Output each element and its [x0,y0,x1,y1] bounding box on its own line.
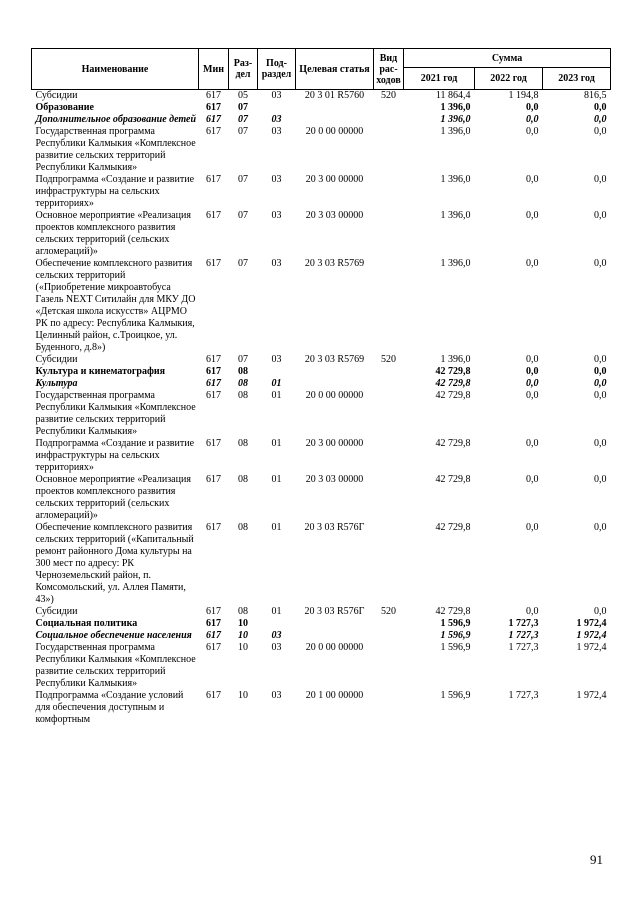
cell-cs [296,366,374,378]
header-sum: Сумма [404,49,611,68]
cell-rz: 07 [238,174,248,185]
cell-rz: 07 [238,114,248,125]
cell-s3: 0,0 [594,390,607,401]
table-row [32,126,611,174]
cell-s2: 0,0 [526,210,539,221]
cell-vr [374,390,404,438]
cell-vr [374,618,404,630]
cell-pr: 01 [271,474,282,485]
cell-name: Субсидии [35,90,78,101]
cell-name: Дополнительное образование детей [35,114,197,125]
header-vid: Вид рас-ходов [374,49,404,90]
cell-vr [374,210,404,258]
cell-vr [374,438,404,474]
cell-cs: 20 3 03 00000 [305,474,364,485]
cell-s2: 0,0 [526,438,539,449]
table-header [32,49,611,90]
cell-s2: 0,0 [526,258,539,269]
cell-name: Государственная программа Республики Калмыкия «Комплексное развитие сельских территорий Республики Калмыкия» [35,390,196,437]
cell-vr [374,378,404,390]
cell-rz: 07 [238,102,248,113]
cell-vr [374,522,404,606]
cell-min: 617 [206,174,221,185]
cell-cs: 20 3 00 00000 [305,438,364,449]
cell-vr: 520 [381,606,396,617]
budget-table [31,48,611,726]
cell-min: 617 [206,642,221,653]
cell-pr: 01 [271,378,282,389]
cell-s1: 1 596,9 [440,690,471,701]
cell-s2: 0,0 [526,390,539,401]
cell-min: 617 [206,354,221,365]
page-number: 91 [590,852,603,867]
table-row [32,174,611,210]
cell-pr: 03 [271,690,282,701]
cell-name: Государственная программа Республики Калмыкия «Комплексное развитие сельских территорий Республики Калмыкия» [35,126,196,173]
table-row [32,354,611,366]
cell-min: 617 [206,378,221,389]
cell-pr: 03 [271,90,282,101]
cell-rz: 10 [238,690,248,701]
cell-s3: 0,0 [594,126,607,137]
cell-cs: 20 0 00 00000 [305,390,364,401]
table-row [32,390,611,438]
cell-vr [374,126,404,174]
cell-s3: 816,5 [584,90,607,101]
header-razdel: Раз-дел [229,49,258,90]
cell-s1: 42 729,8 [435,474,471,485]
cell-cs [296,114,374,126]
cell-name: Подпрограмма «Создание и развитие инфраструктуры на сельских территориях» [35,174,195,209]
cell-s1: 1 396,0 [440,354,471,365]
cell-cs: 20 3 03 R576Г [304,606,365,617]
cell-name: Подпрограмма «Создание условий для обеспечения доступным и комфортным [35,690,184,725]
cell-s3: 0,0 [594,606,607,617]
cell-vr: 520 [381,354,396,365]
cell-cs [296,378,374,390]
cell-cs: 20 3 00 00000 [305,174,364,185]
cell-s3: 0,0 [594,438,607,449]
cell-s1: 1 596,9 [440,642,471,653]
cell-s3: 0,0 [594,102,607,113]
cell-min: 617 [206,210,221,221]
cell-rz: 08 [238,438,248,449]
cell-min: 617 [206,474,221,485]
cell-pr [258,618,296,630]
cell-pr: 01 [271,438,282,449]
cell-name: Субсидии [35,354,78,365]
cell-pr: 03 [271,642,282,653]
cell-name: Социальное обеспечение населения [35,630,192,641]
cell-rz: 10 [238,642,248,653]
cell-min: 617 [206,258,221,269]
cell-pr: 03 [271,174,282,185]
cell-min: 617 [206,102,221,113]
cell-s1: 1 596,9 [440,618,471,629]
cell-min: 617 [206,114,221,125]
table-body [32,90,611,727]
cell-s1: 1 396,0 [440,210,471,221]
cell-s3: 1 972,4 [576,618,607,629]
cell-pr: 03 [271,126,282,137]
cell-vr: 520 [381,90,396,101]
cell-name: Культура [35,378,78,389]
cell-s2: 0,0 [526,378,539,389]
cell-vr [374,258,404,354]
header-2021: 2021 год [404,68,475,90]
cell-cs: 20 3 03 00000 [305,210,364,221]
table-row [32,522,611,606]
cell-pr: 01 [271,390,282,401]
cell-min: 617 [206,522,221,533]
cell-name: Обеспечение комплексного развития сельских территорий («Приобретение микроавтобуса Газель NEXT Ситилайн для МКУ ДО «Детская школа искусств» АЦРМО РК по адресу: Республика Калмыкия, Целинный район, с.Троицкое, ул. Буденного, д.8») [35,258,196,353]
cell-name: Социальная политика [35,618,138,629]
cell-s2: 0,0 [526,126,539,137]
cell-pr [258,366,296,378]
table-row [32,378,611,390]
cell-pr: 03 [271,258,282,269]
cell-s3: 0,0 [594,366,607,377]
cell-cs: 20 1 00 00000 [305,690,364,701]
cell-s1: 42 729,8 [435,522,471,533]
cell-s3: 0,0 [594,354,607,365]
cell-vr [374,366,404,378]
table-row [32,630,611,642]
cell-name: Субсидии [35,606,78,617]
cell-rz: 08 [238,606,248,617]
cell-min: 617 [206,690,221,701]
cell-vr [374,630,404,642]
cell-s1: 42 729,8 [435,366,471,377]
cell-name: Подпрограмма «Создание и развитие инфраструктуры на сельских территориях» [35,438,195,473]
cell-min: 617 [206,90,221,101]
cell-s2: 1 194,8 [508,90,539,101]
cell-cs [296,630,374,642]
header-2023: 2023 год [543,68,611,90]
table-row [32,90,611,103]
cell-name: Обеспечение комплексного развития сельских территорий («Капитальный ремонт районного Дома культуры на 300 мест по адресу: РК Черноземельский район, п. Комсомольский, ул. Аллея Памяти, 43») [35,522,194,605]
cell-s2: 1 727,3 [508,642,539,653]
cell-pr: 01 [271,606,282,617]
cell-pr [258,102,296,114]
header-min: Мин [199,49,229,90]
cell-rz: 10 [238,618,248,629]
cell-s2: 0,0 [526,522,539,533]
cell-pr: 03 [271,114,282,125]
cell-pr: 03 [271,630,282,641]
cell-s2: 0,0 [526,102,539,113]
header-podrazdel: Под-раздел [258,49,296,90]
cell-s3: 0,0 [594,378,607,389]
cell-min: 617 [206,390,221,401]
table-row [32,642,611,690]
table-row [32,258,611,354]
cell-s3: 0,0 [594,114,607,125]
cell-pr: 01 [271,522,282,533]
cell-rz: 07 [238,210,248,221]
cell-s1: 42 729,8 [435,390,471,401]
cell-vr [374,114,404,126]
cell-name: Образование [35,102,94,113]
cell-rz: 07 [238,126,248,137]
table-row [32,618,611,630]
cell-cs: 20 3 03 R576Г [304,522,365,533]
cell-rz: 08 [238,366,248,377]
cell-s2: 1 727,3 [508,630,539,641]
cell-s1: 1 396,0 [440,258,471,269]
cell-s3: 1 972,4 [576,690,607,701]
cell-s3: 0,0 [594,522,607,533]
cell-vr [374,474,404,522]
cell-s1: 42 729,8 [435,606,471,617]
table-row [32,606,611,618]
cell-min: 617 [206,606,221,617]
cell-rz: 08 [238,522,248,533]
header-name: Наименование [32,49,199,90]
cell-rz: 08 [238,390,248,401]
cell-cs [296,618,374,630]
cell-min: 617 [206,126,221,137]
cell-name: Государственная программа Республики Калмыкия «Комплексное развитие сельских территорий Республики Калмыкия» [35,642,196,689]
cell-min: 617 [206,618,221,629]
table-row [32,474,611,522]
cell-cs: 20 3 03 R5769 [304,354,365,365]
cell-cs [296,102,374,114]
cell-s2: 0,0 [526,114,539,125]
cell-s2: 0,0 [526,474,539,485]
cell-s1: 1 396,0 [440,174,471,185]
table-row [32,114,611,126]
cell-cs: 20 3 03 R5769 [304,258,365,269]
table-row [32,438,611,474]
cell-vr [374,642,404,690]
table-row [32,102,611,114]
cell-s3: 0,0 [594,210,607,221]
cell-rz: 08 [238,474,248,485]
cell-min: 617 [206,438,221,449]
cell-s2: 1 727,3 [508,690,539,701]
cell-s2: 1 727,3 [508,618,539,629]
cell-name: Основное мероприятие «Реализация проектов комплексного развития сельских территорий (сельских агломераций)» [35,474,191,521]
cell-s3: 0,0 [594,258,607,269]
cell-rz: 08 [238,378,248,389]
cell-rz: 07 [238,354,248,365]
cell-s1: 1 396,0 [440,126,471,137]
cell-rz: 10 [238,630,248,641]
cell-s1: 42 729,8 [435,378,471,389]
cell-s3: 1 972,4 [576,630,607,641]
cell-pr: 03 [271,354,282,365]
cell-s1: 11 864,4 [435,90,471,101]
cell-name: Основное мероприятие «Реализация проектов комплексного развития сельских территорий (сельских агломераций)» [35,210,191,257]
cell-s3: 1 972,4 [576,642,607,653]
cell-s1: 1 396,0 [440,114,471,125]
table-row [32,210,611,258]
cell-s2: 0,0 [526,606,539,617]
cell-cs: 20 3 01 R5760 [304,90,365,101]
cell-rz: 05 [238,90,248,101]
cell-cs: 20 0 00 00000 [305,642,364,653]
cell-min: 617 [206,366,221,377]
cell-s2: 0,0 [526,366,539,377]
cell-s3: 0,0 [594,174,607,185]
cell-cs: 20 0 00 00000 [305,126,364,137]
cell-pr: 03 [271,210,282,221]
cell-name: Культура и кинематография [35,366,166,377]
header-target: Целевая статья [296,49,374,90]
cell-rz: 07 [238,258,248,269]
cell-s1: 1 596,9 [440,630,471,641]
cell-s3: 0,0 [594,474,607,485]
cell-s1: 1 396,0 [440,102,471,113]
table-row [32,366,611,378]
cell-vr [374,174,404,210]
cell-s2: 0,0 [526,174,539,185]
cell-min: 617 [206,630,221,641]
table-row [32,690,611,726]
cell-s1: 42 729,8 [435,438,471,449]
header-2022: 2022 год [475,68,543,90]
cell-s2: 0,0 [526,354,539,365]
cell-vr [374,102,404,114]
cell-vr [374,690,404,726]
